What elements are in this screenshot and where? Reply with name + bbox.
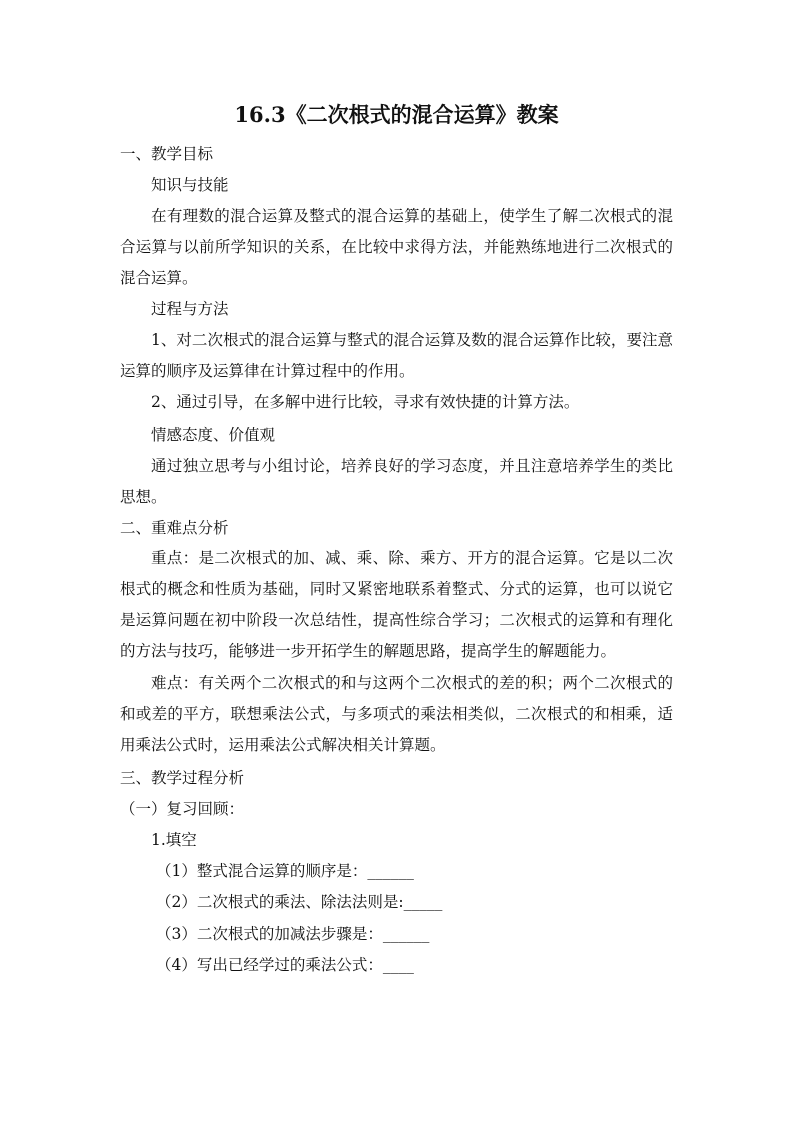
paragraph-process-2: 2、通过引导，在多解中进行比较，寻求有效快捷的计算方法。 [151, 393, 580, 411]
list-item: （4）写出已经学过的乘法公式：____ [156, 956, 414, 974]
paragraph-emotion: 通过独立思考与小组讨论，培养良好的学习态度，并且注意培养学生的类比思想。 [120, 457, 673, 506]
subheading-emotion: 情感态度、价值观 [151, 426, 276, 444]
paragraph-key-point: 重点：是二次根式的加、减、乘、除、乘方、开方的混合运算。它是以二次根式的概念和性质为基础，同时又紧密地联系着整式、分式的运算，也可以说它是运算问题在初中阶段一次总结性，提高性综合学习；二次根式的运算和有理化的方法与技巧，能够进一步开拓学生的解题思路，提高学生的解题能力。 [120, 549, 673, 660]
page-title: 16.3《二次根式的混合运算》教案 [234, 102, 559, 127]
section-3-heading: 三、教学过程分析 [120, 769, 245, 787]
paragraph-process-1: 1、对二次根式的混合运算与整式的混合运算及数的混合运算作比较，要注意运算的顺序及运算律在计算过程中的作用。 [120, 331, 673, 380]
paragraph-difficult-point: 难点：有关两个二次根式的和与这两个二次根式的差的积；两个二次根式的和或差的平方，联想乘法公式，与多项式的乘法相类似，二次根式的和相乘，适用乘法公式时，运用乘法公式解决相关计算题。 [120, 674, 673, 754]
subheading-process: 过程与方法 [151, 300, 229, 318]
paragraph-knowledge: 在有理数的混合运算及整式的混合运算的基础上，使学生了解二次根式的混合运算与以前所学知识的关系，在比较中求得方法，并能熟练地进行二次根式的混合运算。 [120, 207, 673, 287]
fill-in-heading: 1.填空 [151, 831, 197, 849]
subsection-review: （一）复习回顾： [120, 800, 245, 818]
section-1-heading: 一、教学目标 [120, 145, 214, 163]
list-item: （1）整式混合运算的顺序是：______ [156, 862, 414, 880]
section-2-heading: 二、重难点分析 [120, 519, 229, 537]
subheading-knowledge: 知识与技能 [151, 176, 229, 194]
list-item: （2）二次根式的乘法、除法法则是:_____ [156, 893, 443, 911]
list-item: （3）二次根式的加减法步骤是：______ [156, 925, 430, 943]
